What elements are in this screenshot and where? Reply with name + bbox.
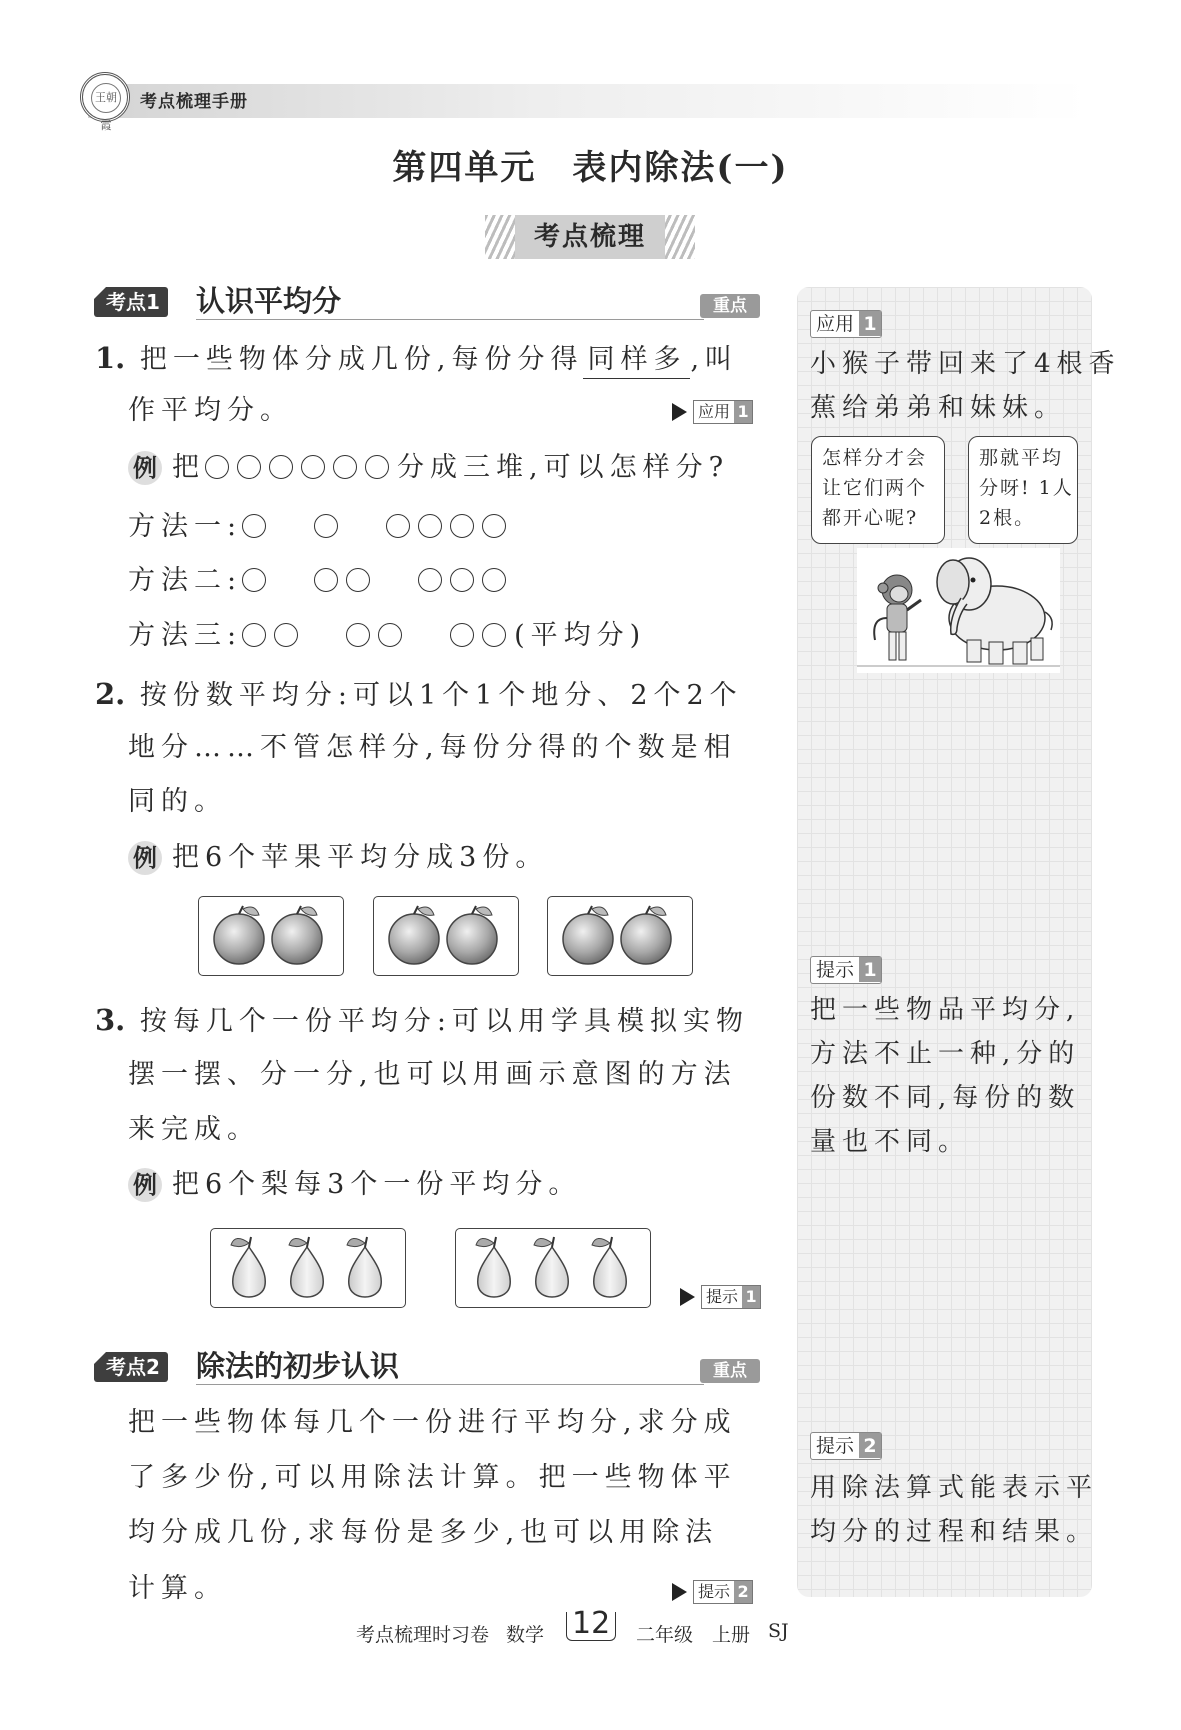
apple-icon — [389, 906, 439, 964]
play-arrow-icon — [680, 1288, 695, 1306]
pear-group — [455, 1228, 651, 1308]
circle-icon — [450, 514, 474, 538]
ref-application-1[interactable] — [672, 400, 753, 424]
point-tag: 考点2 — [94, 1352, 168, 1382]
pears-image — [456, 1229, 652, 1309]
circle-icon — [450, 568, 474, 592]
footer-grade: 二年级 — [636, 1624, 694, 1646]
apple-icon — [563, 906, 613, 964]
example-3 — [128, 1167, 581, 1203]
apples-image — [199, 897, 345, 977]
ref-hint-1[interactable] — [680, 1285, 761, 1309]
side-app1-line-2: 蕉给弟弟和妹妹。 — [810, 393, 1067, 423]
side-app1-line-1: 小猴子带回来了4根香 — [810, 349, 1121, 379]
circle-icon — [242, 623, 266, 647]
circle-icon — [242, 568, 266, 592]
circle-icon — [333, 455, 357, 479]
apple-group — [198, 896, 344, 976]
side-tag-label: 提示 — [816, 1435, 855, 1457]
side-tag-application-1 — [810, 310, 882, 338]
item-3-line-2: 摆一摆、分一分,也可以用画示意图的方法 — [128, 1059, 737, 1090]
circle-icon — [418, 568, 442, 592]
apple-icon — [447, 906, 497, 964]
point2-line-4: 计算。 — [128, 1573, 227, 1604]
side-tag-number: 1 — [859, 957, 881, 982]
circle-icon — [365, 455, 389, 479]
side-tag-hint-1 — [810, 956, 882, 984]
pears-image — [211, 1229, 407, 1309]
item-3-line-3: 来完成。 — [128, 1114, 260, 1145]
point-title: 认识平均分 — [196, 284, 342, 318]
circle-icon — [346, 623, 370, 647]
example-badge: 例 — [128, 841, 162, 875]
apple-icon — [272, 906, 322, 964]
point2-line-3: 均分成几份,求每份是多少,也可以用除法 — [128, 1517, 719, 1548]
example-text: 把6个苹果平均分成3份。 — [172, 842, 549, 873]
heading-underline — [196, 319, 704, 320]
logo-text: 王朝霞 — [91, 83, 121, 113]
banner-stripes-left — [485, 215, 519, 259]
ref-label: 应用 — [694, 401, 734, 423]
key-badge: 重点 — [700, 294, 760, 318]
side-hint1-line-3: 份数不同,每份的数 — [810, 1083, 1081, 1113]
circle-icon — [386, 514, 410, 538]
example-badge: 例 — [128, 1168, 162, 1202]
item-number: 2. — [95, 677, 126, 711]
circle-icon — [450, 623, 474, 647]
circle-icon — [237, 455, 261, 479]
side-tag-label: 应用 — [816, 313, 855, 335]
header-title: 考点梳理手册 — [140, 92, 248, 112]
ref-number: 2 — [734, 1581, 752, 1603]
footer-edition: SJ — [768, 1620, 789, 1642]
point-title: 除法的初步认识 — [196, 1349, 400, 1383]
circle-icon — [242, 514, 266, 538]
example-text: 把 — [172, 452, 205, 483]
bubble-text: 都开心呢? — [822, 507, 919, 529]
item-1-line-2: 作平均分。 — [128, 395, 293, 426]
side-hint1-line-2: 方法不止一种,分的 — [810, 1039, 1081, 1069]
pear-icon — [347, 1237, 381, 1297]
item-2-line-3: 同的。 — [128, 786, 227, 817]
item-3-line-1 — [95, 1002, 749, 1040]
circle-icon — [314, 568, 338, 592]
circle-icon — [205, 455, 229, 479]
item-2-line-2: 地分……不管怎样分,每份分得的个数是相 — [128, 732, 737, 763]
method-3 — [128, 618, 646, 654]
elephant-icon — [937, 558, 1052, 664]
method-label: 方法三: — [128, 620, 243, 651]
bubble-text: 让它们两个 — [822, 477, 928, 499]
banner-stripes-right — [661, 215, 695, 259]
page-number: 12 — [572, 1606, 611, 1641]
item-number: 1. — [95, 341, 126, 375]
example-badge: 例 — [128, 451, 162, 485]
apples-image — [548, 897, 694, 977]
apples-image — [374, 897, 520, 977]
play-arrow-icon — [672, 1583, 687, 1601]
side-tag-number: 2 — [859, 1433, 881, 1458]
illustration-image — [857, 548, 1060, 673]
side-hint2-line-2: 均分的过程和结果。 — [810, 1517, 1099, 1547]
bubble-text: 怎样分才会 — [822, 447, 928, 469]
apple-icon — [621, 906, 671, 964]
footer-volume: 上册 — [712, 1624, 751, 1646]
method-note: (平均分) — [514, 620, 647, 651]
play-arrow-icon — [672, 403, 687, 421]
bubble-text: 分呀! 1人 — [979, 477, 1074, 499]
banner-title: 考点梳理 — [515, 215, 665, 259]
circle-group — [205, 452, 397, 483]
apple-group — [547, 896, 693, 976]
pear-icon — [476, 1237, 510, 1297]
side-hint2-line-1: 用除法算式能表示平 — [810, 1473, 1099, 1503]
pear-icon — [231, 1237, 265, 1297]
footer-subject: 数学 — [506, 1624, 545, 1646]
ref-number: 1 — [734, 401, 752, 423]
apple-group — [373, 896, 519, 976]
point-tag: 考点1 — [94, 287, 168, 317]
method-label: 方法二: — [128, 565, 243, 596]
bubble-text: 那就平均 — [979, 447, 1064, 469]
item-text: ,叫 — [690, 344, 739, 375]
pear-group — [210, 1228, 406, 1308]
side-tag-label: 提示 — [816, 959, 855, 981]
chapter-title: 第四单元 表内除法(一) — [392, 148, 789, 188]
publisher-logo — [80, 72, 130, 132]
pear-icon — [534, 1237, 568, 1297]
point2-line-2: 了多少份,可以用除法计算。把一些物体平 — [128, 1462, 737, 1493]
ref-hint-2[interactable] — [672, 1580, 753, 1604]
answer-blank: 同样多 — [583, 342, 690, 379]
circle-icon — [301, 455, 325, 479]
example-2 — [128, 840, 548, 876]
example-text: 分成三堆,可以怎样分? — [397, 452, 730, 483]
section-banner — [485, 215, 695, 259]
pear-icon — [592, 1237, 626, 1297]
example-text: 把6个梨每3个一份平均分。 — [172, 1169, 582, 1200]
item-text: 按份数平均分:可以1个1个地分、2个2个 — [139, 680, 743, 711]
side-hint1-line-1: 把一些物品平均分, — [810, 995, 1081, 1025]
circle-icon — [418, 514, 442, 538]
point2-line-1: 把一些物体每几个一份进行平均分,求分成 — [128, 1407, 737, 1438]
method-label: 方法一: — [128, 511, 243, 542]
side-hint1-line-4: 量也不同。 — [810, 1127, 971, 1157]
side-tag-number: 1 — [859, 311, 881, 336]
circle-icon — [274, 623, 298, 647]
heading-underline — [196, 1384, 704, 1385]
monkey-icon — [874, 575, 921, 660]
circle-icon — [314, 514, 338, 538]
monkey-elephant-illustration — [857, 548, 1060, 673]
item-text: 把一些物体分成几份,每份分得 — [139, 344, 584, 375]
key-badge: 重点 — [700, 1359, 760, 1383]
ref-number: 1 — [742, 1286, 760, 1308]
item-2-line-1 — [95, 676, 743, 714]
circle-icon — [269, 455, 293, 479]
example-1 — [128, 450, 729, 486]
speech-bubble-right — [968, 436, 1078, 544]
bubble-text: 2根。 — [979, 507, 1036, 529]
circle-icon — [378, 623, 402, 647]
side-tag-hint-2 — [810, 1432, 882, 1460]
speech-bubble-left — [811, 436, 945, 544]
pear-icon — [289, 1237, 323, 1297]
item-text: 按每几个一份平均分:可以用学具模拟实物 — [139, 1006, 749, 1037]
ref-label: 提示 — [702, 1286, 742, 1308]
apple-icon — [214, 906, 264, 964]
item-1-line-1 — [95, 340, 738, 379]
ref-label: 提示 — [694, 1581, 734, 1603]
circle-icon — [482, 623, 506, 647]
circle-icon — [482, 568, 506, 592]
footer-book-title: 考点梳理时习卷 — [356, 1624, 490, 1646]
method-1 — [128, 509, 514, 545]
circle-icon — [482, 514, 506, 538]
circle-icon — [346, 568, 370, 592]
item-number: 3. — [95, 1003, 126, 1037]
method-2 — [128, 563, 514, 599]
